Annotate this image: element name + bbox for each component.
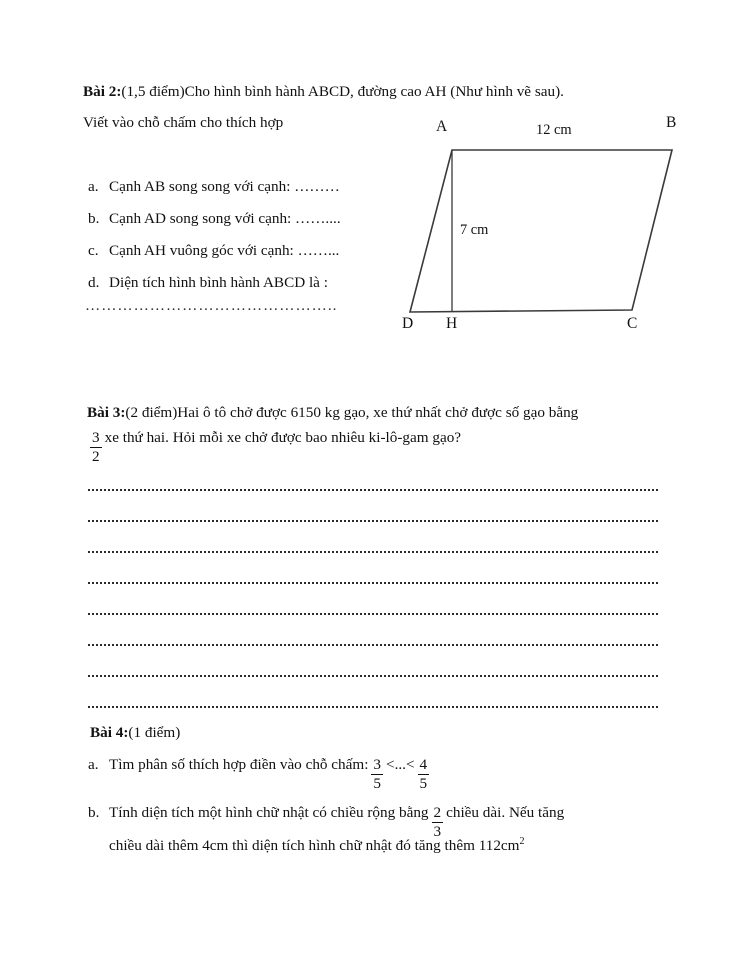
item-marker-a: a.	[88, 178, 99, 195]
item-marker-b: b.	[88, 804, 100, 821]
answer-line[interactable]	[88, 706, 658, 708]
item-text-c: Cạnh AH vuông góc với cạnh: ……...	[109, 242, 340, 259]
exercise2-answer-dots[interactable]: ………………………………………..	[85, 297, 338, 314]
item-marker-a: a.	[88, 756, 99, 773]
fraction-three-fifths	[371, 757, 383, 791]
fraction-numerator: 4	[419, 756, 428, 773]
exercise3-heading	[87, 403, 578, 422]
exercise3-points: (2 điểm)	[125, 404, 178, 421]
exercise4-item-a	[88, 755, 432, 791]
fraction-two-thirds	[432, 805, 444, 839]
fraction-denominator: 3	[433, 822, 442, 840]
base-dimension-label: 12 cm	[536, 122, 572, 138]
exercise2-item-a	[88, 177, 388, 196]
answer-line[interactable]	[88, 613, 658, 615]
exercise4-heading	[90, 723, 180, 742]
parallelogram-svg	[388, 112, 688, 347]
exercise2-instruction: Viết vào chỗ chấm cho thích hợp	[83, 114, 284, 131]
fraction-four-fifths	[418, 757, 430, 791]
exercise3-label: Bài 3:	[87, 404, 126, 421]
exercise4-points: (1 điểm)	[128, 724, 181, 741]
fraction-denominator: 2	[92, 447, 100, 465]
comparison-operator: <...<	[386, 756, 415, 773]
answer-line[interactable]	[88, 582, 658, 584]
item-text-b: Cạnh AD song song với cạnh: ……....	[109, 210, 341, 227]
answer-line[interactable]	[88, 644, 658, 646]
answer-line[interactable]	[88, 520, 658, 522]
answer-line[interactable]	[88, 675, 658, 677]
exercise2-prompt: Cho hình bình hành ABCD, đường cao AH (Như hình vẽ sau).	[184, 83, 564, 100]
exercise2-item-b	[88, 209, 388, 228]
fraction-numerator: 3	[92, 429, 100, 446]
exercise2-item-d	[88, 273, 388, 292]
height-dimension-label: 7 cm	[460, 222, 489, 238]
fraction-numerator: 2	[433, 804, 442, 821]
exercise2-label: Bài 2:	[83, 83, 122, 100]
vertex-label-d: D	[402, 315, 414, 332]
vertex-label-h: H	[446, 315, 458, 332]
exercise2-points: (1,5 điểm)	[121, 83, 185, 100]
exercise3-text-part2: xe thứ hai. Hỏi mỗi xe chở được bao nhiêu ki-lô-gam gạo?	[104, 429, 462, 446]
exercise3-line2	[87, 428, 461, 464]
fraction-denominator: 5	[373, 774, 382, 792]
exercise2-item-c	[88, 241, 388, 260]
vertex-label-b: B	[666, 114, 677, 131]
exercise2-heading	[83, 82, 564, 101]
exercise3-text-part1: Hai ô tô chở được 6150 kg gạo, xe thứ nhất chở được số gạo bằng	[177, 404, 579, 421]
vertex-label-c: C	[627, 315, 638, 332]
item-marker-c: c.	[88, 242, 99, 259]
fraction-numerator: 3	[373, 756, 382, 773]
item-text-b-part1: Tính diện tích một hình chữ nhật có chiều rộng bằng	[109, 804, 429, 821]
item-text-a: Tìm phân số thích hợp điền vào chỗ chấm:	[109, 756, 369, 773]
parallelogram-outline	[410, 150, 672, 312]
item-text-d: Diện tích hình bình hành ABCD là :	[109, 274, 328, 291]
item-text-a: Cạnh AB song song với cạnh: ………	[109, 178, 340, 195]
item-marker-d: d.	[88, 274, 100, 291]
answer-line[interactable]	[88, 489, 658, 491]
vertex-label-a: A	[436, 118, 448, 135]
fraction-denominator: 5	[419, 774, 428, 792]
exercise4-item-b-line2	[109, 836, 524, 855]
item-text-b-part2: chiều dài. Nếu tăng	[446, 804, 565, 821]
exercise4-item-b	[88, 803, 564, 839]
item-marker-b: b.	[88, 210, 100, 227]
answer-line[interactable]	[88, 551, 658, 553]
exponent-squared: 2	[519, 836, 525, 847]
fraction-three-halves	[90, 430, 102, 464]
item-text-b-line2: chiều dài thêm 4cm thì diện tích hình chữ nhật đó tăng thêm 112cm	[109, 837, 520, 855]
exercise4-label: Bài 4:	[90, 724, 129, 741]
figure-parallelogram-abcd	[388, 112, 688, 347]
